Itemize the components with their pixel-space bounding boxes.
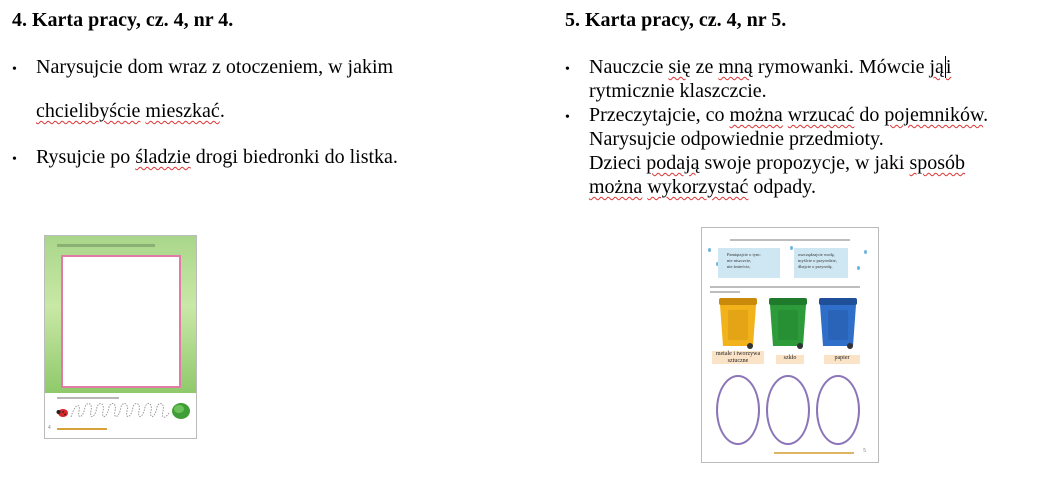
misspelled-word: mieszkać [145, 100, 220, 122]
bullet-marker: • [12, 152, 17, 167]
instruction-line [730, 239, 850, 241]
instruction-line [710, 291, 740, 293]
water-drop-icon [708, 248, 711, 252]
bullet-5-2-line-2: Narysujcie odpowiednie przedmioty. [589, 128, 884, 150]
footer-line [57, 428, 107, 430]
misspelled-word: podają [646, 152, 700, 174]
misspelled-word: mną [718, 56, 753, 78]
bullet-marker: • [565, 110, 570, 125]
text-span: rymowanki. Mówcie [752, 56, 930, 78]
bullet-5-2-line-1 [589, 103, 988, 127]
misspelled-word: można [729, 104, 783, 126]
misspelled-word: wrzucać [787, 104, 855, 126]
drawing-oval [816, 375, 860, 445]
text-span: Rysujcie po [36, 146, 136, 168]
bin-label: szkło [776, 355, 804, 364]
bullet-5-2-line-3 [589, 151, 965, 175]
bullet-marker: • [12, 62, 17, 77]
section-4-heading: 4. Karta pracy, cz. 4, nr 4. [12, 9, 234, 31]
text-span: . [219, 100, 225, 122]
recycling-bin-icon [719, 298, 757, 349]
misspelled-word: można [589, 176, 643, 198]
text-span: odpady. [748, 176, 816, 198]
rhyme-line: nie niszczcie, [727, 258, 752, 263]
misspelled-word: sposób [909, 152, 966, 174]
bin-label-line: metale i tworzywa [715, 351, 761, 357]
rhyme-line: myślcie o przyrodzie, [798, 258, 837, 263]
ladybug-icon [57, 409, 69, 417]
bin-label-line: sztuczne [727, 357, 749, 364]
ladybug-path-illustration [53, 399, 193, 425]
dotted-path [71, 404, 169, 418]
bullet-5-1-line-1 [589, 55, 951, 79]
bin-label [712, 351, 764, 364]
section-5-heading: 5. Karta pracy, cz. 4, nr 5. [565, 9, 787, 31]
worksheet-5-image [701, 227, 879, 463]
misspelled-word: wykorzystać [647, 176, 749, 198]
misspelled-word: śladzie [135, 146, 191, 168]
misspelled-word: i [945, 56, 952, 78]
text-span: Przeczytajcie, co [589, 104, 730, 126]
rhyme-line: dbajcie o przyrodę. [798, 264, 833, 269]
footer-line [774, 452, 854, 454]
rhyme-line: Pamiętajcie o tym: [727, 252, 761, 257]
rhyme-line: oszczędzajcie wodę, [798, 252, 835, 257]
drawing-frame [61, 255, 181, 388]
leaf-icon [172, 403, 190, 419]
instruction-line [710, 286, 860, 288]
water-drop-icon [790, 246, 793, 250]
text-span: ze [690, 56, 719, 78]
drawing-oval [766, 375, 810, 445]
misspelled-word: chcielibyście [36, 100, 141, 122]
text-span: drogi biedronki do listka. [190, 146, 398, 168]
text-span: Dzieci [589, 152, 647, 174]
text-span: swoje propozycje, w jaki [699, 152, 910, 174]
water-drop-icon [864, 250, 867, 254]
bullet-5-1-line-2: rytmicznie klaszczcie. [589, 80, 767, 102]
worksheet-4-image [44, 235, 197, 439]
page-number: 5 [863, 448, 866, 454]
page-number: 4 [48, 425, 51, 431]
bullet-4-1-line-1: Narysujcie dom wraz z otoczeniem, w jakim [36, 56, 394, 78]
recycling-bin-icon [769, 298, 807, 349]
instruction-line [57, 244, 155, 247]
misspelled-word: ją [929, 56, 944, 78]
bullet-4-1-line-2 [36, 99, 225, 123]
text-span: Nauczcie [589, 56, 669, 78]
misspelled-word: się [668, 56, 691, 78]
recycling-bins [702, 294, 878, 350]
rhyme-line: nie śmiećcie, [727, 264, 751, 269]
bin-label: papier [824, 355, 860, 364]
bullet-marker: • [565, 62, 570, 77]
text-span: . [983, 104, 989, 126]
water-drop-icon [857, 266, 860, 270]
text-span: do [854, 104, 885, 126]
recycling-bin-icon [819, 298, 857, 349]
misspelled-word: pojemników [884, 104, 984, 126]
bullet-5-2-line-4 [589, 175, 816, 199]
bullet-4-2 [36, 145, 398, 169]
drawing-oval [716, 375, 760, 445]
